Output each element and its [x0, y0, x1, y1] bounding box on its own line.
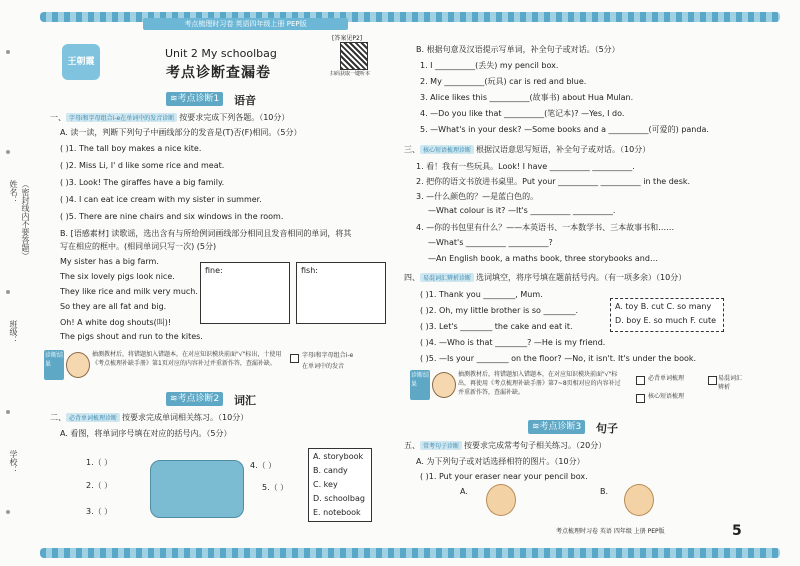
- part-2-text: 按要求完成单词相关练习。（10分）: [122, 413, 249, 422]
- d-item-3[interactable]: ( )3. Let's ________ the cake and eat it.: [420, 322, 573, 331]
- word-option-b: B. candy: [313, 466, 348, 475]
- e-item-1[interactable]: ( )1. Put your eraser near your pencil box.: [420, 472, 588, 481]
- d-item-5[interactable]: ( )5. —Is your ________ on the floor? —No, it isn't. It's under the book.: [420, 354, 697, 363]
- seal-note: （密封线内不要答题）: [21, 180, 30, 260]
- word-option-e: E. notebook: [313, 508, 361, 517]
- binding-strip: [0, 30, 36, 550]
- c-item-3-en[interactable]: —What colour is it? —It's __________ __________.: [428, 206, 616, 215]
- check-confusables-label: 易混词汇辨析: [718, 375, 743, 391]
- d-item-1[interactable]: ( )1. Thank you ________, Mum.: [420, 290, 543, 299]
- poem-line-3: They like rice and milk very much.: [60, 287, 198, 296]
- part-3-text: 根据汉语意思写短语，补全句子或对话。（10分）: [476, 145, 651, 154]
- c-item-3-cn: 3. —什么颜色的？—是蓝白色的。: [416, 192, 539, 201]
- class-label: 班级：: [9, 320, 18, 344]
- c-item-1[interactable]: 1. 看！我有一些玩具。Look! I have __________ __________.: [416, 162, 635, 171]
- part-1-num: 一、: [50, 113, 66, 122]
- check-vocab[interactable]: [636, 376, 645, 385]
- qr-code[interactable]: [340, 42, 368, 70]
- b-item-2[interactable]: 2. My __________(玩具) car is red and blue.: [420, 77, 587, 86]
- choice-options-row-1: A. toy B. cut C. so many: [615, 302, 712, 311]
- page-title: 考点诊断查漏卷: [166, 65, 271, 81]
- school-label: 学校：: [9, 450, 18, 474]
- part-1-heading: [50, 112, 289, 123]
- schoolbag-picture: [150, 460, 244, 518]
- bottom-wave-border: [40, 548, 780, 558]
- check-vowel-i-label-b: 在单词中的发音: [302, 363, 345, 370]
- fish-label: fish:: [301, 266, 318, 275]
- a-item-1[interactable]: ( )1. The tall boy makes a nice kite.: [60, 144, 202, 153]
- part-3-heading: [404, 144, 650, 155]
- picture-label-4[interactable]: 4.（ ）: [250, 461, 277, 470]
- diagnosis-note-2: 抽测教材后，将错题加入错题本，在对应知识模块前面"√"标出，再使用《考点梳理补缺手册》第7~8页相对应的内容补过并重新作答，查漏补缺。: [458, 371, 621, 396]
- answer-ref: [答案见P2]: [332, 35, 363, 42]
- a-item-4[interactable]: ( )4. I can eat ice cream with my sister in summer.: [60, 195, 262, 204]
- part-3-num: 三、: [404, 145, 420, 154]
- diagnosis-badge-2: 诊断结果: [410, 370, 430, 400]
- poem-line-5: Oh! A white dog shouts(叫)!: [60, 318, 172, 327]
- page-footer: 考点梳理时习卷 英语 四年级 上册 PEP版: [556, 528, 665, 535]
- b-item-5[interactable]: 5. —What's in your desk? —Some books and a __________(可爱的) panda.: [420, 125, 709, 134]
- check-vowel-i-label-a: 字母i和字母组合i-e: [302, 352, 354, 359]
- a-item-5[interactable]: ( )5. There are nine chairs and six windows in the room.: [60, 212, 284, 221]
- picture-label-2[interactable]: 2.（ ）: [86, 481, 113, 490]
- part-1b-line2: 写在相应的框中。(相同单词只写一次) (5分): [60, 242, 217, 251]
- check-phrases-label: 核心短语梳理: [648, 393, 685, 400]
- c-item-2[interactable]: 2. 把你的语文书放进书桌里。Put your __________ __________ in the desk.: [416, 177, 691, 186]
- section-3-title: 句子: [596, 422, 618, 435]
- diagnosis-badge-1: 诊断结果: [44, 350, 64, 380]
- section-1-badge: ≋考点诊断1: [166, 92, 223, 106]
- page-number: 5: [732, 523, 742, 539]
- a-item-2[interactable]: ( )2. Miss Li, I' d like some rice and meat.: [60, 161, 225, 170]
- diagnosis-note-1: 抽测教材后，将错题加入错题本，在对应知识模块前面"√"标出，十使用《考点梳理补缺手册》第1页对应的内容补过并重新作答，查漏补缺。: [92, 351, 282, 367]
- word-option-a: A. storybook: [313, 452, 364, 461]
- option-a-label: A.: [460, 487, 468, 496]
- name-label: 姓名：: [9, 180, 18, 204]
- choice-options-box: [610, 298, 724, 332]
- fish-answer-box[interactable]: [296, 262, 386, 324]
- part-2-num: 二、: [50, 413, 66, 422]
- section-1-title: 语音: [234, 94, 256, 107]
- brand-logo: 王朝霞: [62, 44, 100, 80]
- unit-title: Unit 2 My schoolbag: [165, 47, 277, 60]
- section-2-badge: ≋考点诊断2: [166, 392, 223, 406]
- check-phrases[interactable]: [636, 394, 645, 403]
- part-5-num: 五、: [404, 441, 420, 450]
- part-2-tag: 必背单词梳理诊断: [66, 413, 120, 422]
- section-2-title: 词汇: [234, 394, 256, 407]
- poem-line-4: So they are all fat and big.: [60, 302, 167, 311]
- c-item-4-en[interactable]: —What's __________ __________?: [428, 238, 553, 247]
- student-avatar-2: [432, 372, 456, 398]
- d-item-2[interactable]: ( )2. Oh, my little brother is so ________.: [420, 306, 579, 315]
- option-a-picture[interactable]: [486, 484, 516, 516]
- picture-label-3[interactable]: 3.（ ）: [86, 507, 113, 516]
- c-item-4-answer: —An English book, a maths book, three storybooks and…: [428, 254, 658, 263]
- part-5-heading: [404, 440, 606, 451]
- part-1b-right-instruction: B. 根据句意及汉语提示写单词，补全句子或对话。（5分）: [416, 45, 620, 54]
- b-item-1[interactable]: 1. I __________(丢失) my pencil box.: [420, 61, 559, 70]
- word-option-c: C. key: [313, 480, 338, 489]
- option-b-label: B.: [600, 487, 609, 496]
- word-option-d: D. schoolbag: [313, 494, 365, 503]
- b-item-3[interactable]: 3. Alice likes this __________(故事书) about Hua Mulan.: [420, 93, 634, 102]
- part-1-text: 按要求完成下列各题。（10分）: [179, 113, 290, 122]
- section-3-badge: ≋考点诊断3: [528, 420, 585, 434]
- b-item-4[interactable]: 4. —Do you like that __________(笔记本)? —Yes, I do.: [420, 109, 625, 118]
- part-4-text: 选词填空，将序号填在题前括号内。（有一项多余）（10分）: [476, 273, 687, 282]
- part-1a-instruction: A. 读一读，判断下列句子中画线部分的发音是(T)否(F)相同。（5分）: [60, 128, 302, 137]
- part-4-heading: [404, 272, 686, 283]
- poem-line-2: The six lovely pigs look nice.: [60, 272, 175, 281]
- fine-answer-box[interactable]: [200, 262, 290, 324]
- part-5a-instruction: A. 为下列句子或对话选择相符的图片。（10分）: [416, 457, 585, 466]
- choice-options-row-2: D. boy E. so much F. cute: [615, 316, 717, 325]
- d-item-4[interactable]: ( )4. —Who is that ________? —He is my friend.: [420, 338, 606, 347]
- part-1-tag: 字母i和字母组合i-e在单词中的发音诊断: [66, 113, 177, 122]
- poem-line-6: The pigs shout and run to the kites.: [60, 332, 203, 341]
- part-4-num: 四、: [404, 273, 420, 282]
- part-5-text: 按要求完成常考句子相关练习。（20分）: [464, 441, 607, 450]
- part-3-tag: 核心短语梳理诊断: [420, 145, 474, 154]
- c-item-4-cn: 4. —你的书包里有什么？——本英语书、一本数学书、三本故事书和……: [416, 223, 675, 232]
- check-vocab-label: 必背单词梳理: [648, 375, 685, 382]
- top-banner: 考点梳理时习卷 英语四年级上册 PEP版: [143, 18, 348, 30]
- part-1b-line1: B. [语感素材] 读歌谣，选出含有与所给例词画线部分相同且发音相同的单词，将其: [60, 229, 352, 238]
- part-4-tag: 易混词汇辨析诊断: [420, 273, 474, 282]
- part-5-tag: 常考句子诊断: [420, 441, 462, 450]
- fine-label: fine:: [205, 266, 223, 275]
- a-item-3[interactable]: ( )3. Look! The giraffes have a big family.: [60, 178, 225, 187]
- part-2a-instruction: A. 看图，将单词序号填在对应的括号内。（5分）: [60, 429, 232, 438]
- part-2-heading: [50, 412, 248, 423]
- option-b-picture[interactable]: [624, 484, 654, 516]
- picture-label-1[interactable]: 1.（ ）: [86, 458, 113, 467]
- check-vowel-i[interactable]: [290, 354, 299, 363]
- student-avatar-1: [66, 352, 90, 378]
- word-options-box: [308, 448, 372, 522]
- check-confusables[interactable]: [708, 376, 717, 385]
- qr-caption: 扫码获取一键听本: [330, 71, 371, 77]
- poem-line-1: My sister has a big farm.: [60, 257, 159, 266]
- picture-label-5[interactable]: 5.（ ）: [262, 483, 289, 492]
